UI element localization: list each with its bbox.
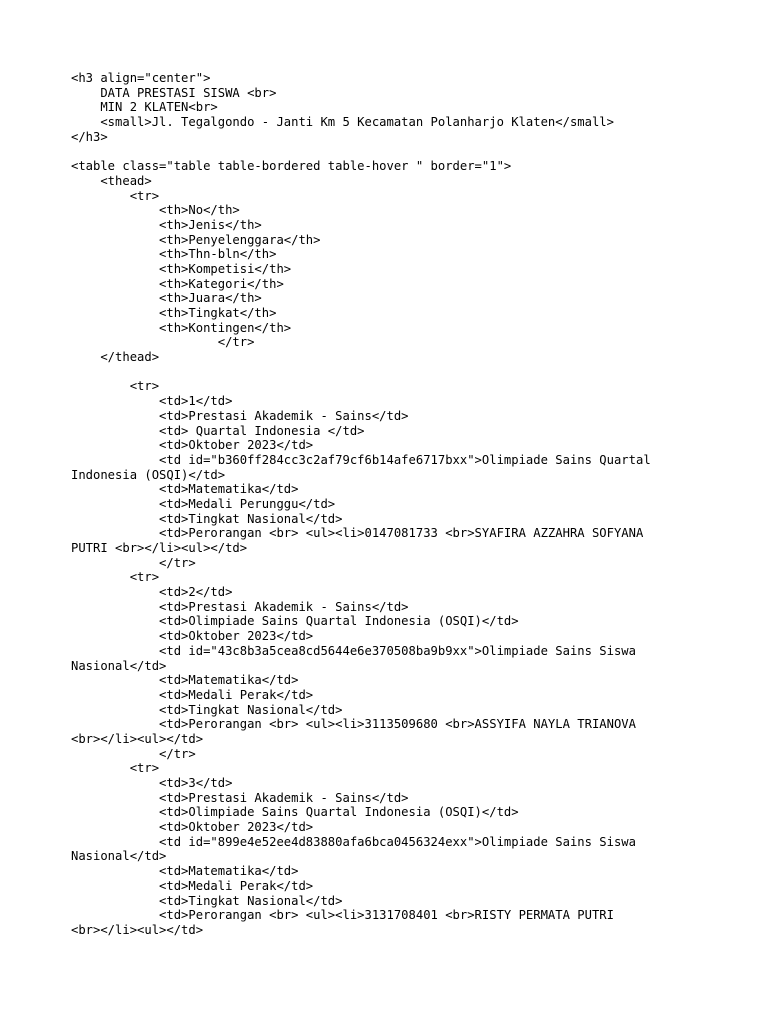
code-line: </thead> [71, 350, 160, 365]
code-line: PUTRI <br></li><ul></td> [71, 541, 248, 555]
code-line: <small>Jl. Tegalgondo - Janti Km 5 Kecamatan Polanharjo Klaten</small> [71, 115, 614, 130]
code-line: <td>Tingkat Nasional</td> [71, 893, 343, 908]
code-line: <td id="43c8b3a5cea8cd5644e6e370508ba9b9xx">Olimpiade Sains Siswa [71, 643, 636, 658]
code-line: <th>Juara</th> [71, 291, 262, 306]
code-line: DATA PRESTASI SISWA <br> [71, 85, 277, 100]
code-line: <td>1</td> [71, 394, 233, 409]
code-line: <td>Oktober 2023</td> [71, 820, 314, 835]
code-line: <th>Kompetisi</th> [71, 261, 292, 276]
code-line: <thead> [71, 173, 152, 188]
document-page [71, 71, 751, 938]
code-line: <tr> [71, 761, 160, 776]
code-line: <td>3</td> [71, 776, 233, 790]
code-line: Indonesia (OSQI)</td> [71, 467, 226, 482]
code-line: <td>Olimpiade Sains Quartal Indonesia (OSQI)</td> [71, 614, 519, 629]
code-line: <td>Perorangan <br> <ul><li>3131708401 <br>RISTY PERMATA PUTRI [71, 908, 614, 923]
code-line: <td>Tingkat Nasional</td> [71, 702, 343, 717]
code-line: <th>Jenis</th> [71, 217, 262, 232]
code-line: <td>Oktober 2023</td> [71, 438, 314, 453]
code-line: Nasional</td> [71, 658, 167, 673]
code-line: <td>Olimpiade Sains Quartal Indonesia (OSQI)</td> [71, 805, 519, 820]
code-line [71, 144, 751, 159]
code-line: <table class="table table-bordered table-hover " border="1"> [71, 159, 512, 174]
code-line: <td>Prestasi Akademik - Sains</td> [71, 790, 409, 805]
code-line [71, 365, 751, 380]
code-line: <td>Medali Perak</td> [71, 687, 314, 702]
code-line: <th>Kontingen</th> [71, 320, 292, 335]
code-line: </h3> [71, 129, 108, 144]
code-line: <h3 align="center"> [71, 71, 211, 85]
code-line: <th>Penyelenggara</th> [71, 232, 321, 247]
code-line: <td>Medali Perak</td> [71, 878, 314, 893]
code-line: <td>Matematika</td> [71, 673, 299, 688]
code-line: <td>2</td> [71, 585, 233, 600]
code-line: <td>Perorangan <br> <ul><li>3113509680 <br>ASSYIFA NAYLA TRIANOVA [71, 717, 636, 732]
code-line: <td>Tingkat Nasional</td> [71, 511, 343, 526]
code-line: <tr> [71, 188, 160, 203]
code-line: <br></li><ul></td> [71, 731, 204, 746]
code-line: <tr> [71, 570, 160, 585]
code-line: <td>Prestasi Akademik - Sains</td> [71, 408, 409, 423]
code-line: <tr> [71, 379, 160, 394]
code-line: <th>No</th> [71, 203, 240, 218]
code-line: <td id="b360ff284cc3c2af79cf6b14afe6717bxx">Olimpiade Sains Quartal [71, 452, 651, 467]
code-line: <td>Medali Perunggu</td> [71, 496, 336, 511]
code-line: <td>Prestasi Akademik - Sains</td> [71, 599, 409, 614]
code-line: <th>Tingkat</th> [71, 306, 277, 320]
code-line: </tr> [71, 335, 255, 350]
code-line: </tr> [71, 746, 196, 761]
code-line: <th>Thn-bln</th> [71, 247, 277, 262]
code-line: <td>Oktober 2023</td> [71, 629, 314, 644]
code-line: <td id="899e4e52ee4d83880afa6bca0456324exx">Olimpiade Sains Siswa [71, 834, 636, 849]
html-source-code-block [71, 71, 751, 938]
code-line: <td>Matematika</td> [71, 482, 299, 497]
code-line: <td>Matematika</td> [71, 864, 299, 879]
code-line: <td>Perorangan <br> <ul><li>0147081733 <br>SYAFIRA AZZAHRA SOFYANA [71, 526, 644, 541]
code-line: <th>Kategori</th> [71, 276, 284, 291]
code-line: <br></li><ul></td> [71, 922, 204, 937]
code-line: MIN 2 KLATEN<br> [71, 100, 218, 115]
code-line: <td> Quartal Indonesia </td> [71, 423, 365, 438]
code-line: Nasional</td> [71, 849, 167, 864]
code-line: </tr> [71, 555, 196, 570]
